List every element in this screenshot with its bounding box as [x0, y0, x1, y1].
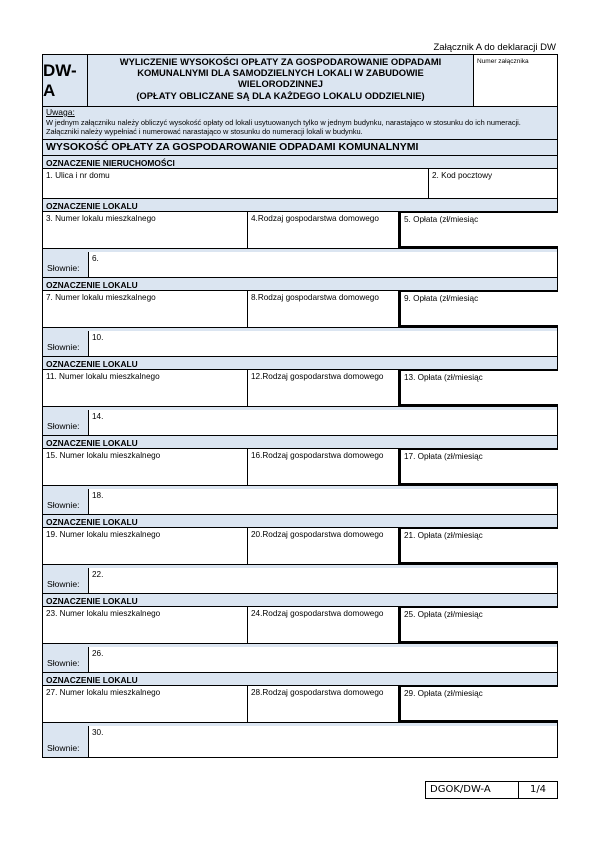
- note-box: [43, 107, 557, 140]
- household-type-label: 4.Rodzaj gospodarstwa domowego: [251, 213, 379, 223]
- form-title-line: WYLICZENIE WYSOKOŚCI OPŁATY ZA GOSPODAROWANIE ODPADAMI: [119, 56, 442, 67]
- fee-label: 9. Opłata (zł/miesiąc: [404, 293, 479, 303]
- lokal-heading: OZNACZENIE LOKALU: [43, 673, 557, 686]
- fee-field[interactable]: [399, 211, 558, 248]
- footer-code: DGOK/DW-A: [426, 782, 519, 798]
- form-title-line: WIELORODZINNEJ: [238, 78, 323, 90]
- fee-field[interactable]: [399, 290, 558, 327]
- household-type-label: 8.Rodzaj gospodarstwa domowego: [251, 292, 379, 302]
- lokal-number-field[interactable]: [43, 686, 248, 722]
- lokal-heading: OZNACZENIE LOKALU: [43, 515, 557, 528]
- lokal-number-field[interactable]: [43, 291, 248, 327]
- household-type-label: 12.Rodzaj gospodarstwa domowego: [251, 371, 384, 381]
- lokal-number-label: 23. Numer lokalu mieszkalnego: [46, 608, 161, 618]
- slownie-number: 26.: [92, 648, 104, 658]
- slownie-label: Słownie:: [47, 420, 80, 431]
- household-type-label: 20.Rodzaj gospodarstwa domowego: [251, 529, 384, 539]
- fee-field[interactable]: [399, 448, 558, 485]
- lokal-number-label: 15. Numer lokalu mieszkalnego: [46, 450, 161, 460]
- note-text: W jednym załączniku należy obliczyć wysokość opłaty od lokali usytuowanych tylko w jednym budynku, narastająco w stosunku do ich numeracji. Załączniki należy wypełniać i numerować narastająco w stosunku do numeracji lokali w budynku.: [46, 117, 521, 136]
- lokal-number-field[interactable]: [43, 212, 248, 248]
- slownie-number: 30.: [92, 727, 104, 737]
- household-type-field[interactable]: [248, 212, 399, 248]
- slownie-row: [43, 644, 557, 673]
- household-type-field[interactable]: [248, 449, 399, 485]
- slownie-field[interactable]: [88, 568, 557, 593]
- lokal-heading: OZNACZENIE LOKALU: [43, 278, 557, 291]
- slownie-number: 18.: [92, 490, 104, 500]
- fee-label: 29. Opłata (zł/miesiąc: [404, 688, 483, 698]
- household-type-label: 28.Rodzaj gospodarstwa domowego: [251, 687, 384, 697]
- slownie-field[interactable]: [88, 726, 557, 757]
- slownie-number: 22.: [92, 569, 104, 579]
- lokal-number-label: 7. Numer lokalu mieszkalnego: [46, 292, 156, 302]
- attachment-label: Załącznik A do deklaracji DW: [433, 42, 556, 53]
- slownie-field[interactable]: [88, 647, 557, 672]
- slownie-label: Słownie:: [47, 578, 80, 589]
- slownie-label: Słownie:: [47, 499, 80, 510]
- lokal-row: [43, 212, 557, 249]
- property-row: [43, 169, 557, 199]
- form-title: [88, 55, 474, 106]
- attachment-number-field[interactable]: [474, 55, 557, 106]
- page-number: 1/4: [529, 784, 547, 795]
- slownie-field[interactable]: [88, 331, 557, 356]
- fee-label: 13. Opłata (zł/miesiąc: [404, 372, 483, 382]
- slownie-label: Słownie:: [47, 262, 80, 273]
- household-type-field[interactable]: [248, 528, 399, 564]
- slownie-row: [43, 565, 557, 594]
- household-type-field[interactable]: [248, 607, 399, 643]
- fee-field[interactable]: [399, 527, 558, 564]
- slownie-row: [43, 249, 557, 278]
- slownie-field[interactable]: [88, 252, 557, 277]
- lokal-row: [43, 607, 557, 644]
- slownie-field[interactable]: [88, 489, 557, 514]
- lokal-number-field[interactable]: [43, 449, 248, 485]
- form-code: DW-A: [43, 55, 88, 106]
- lokal-row: [43, 686, 557, 723]
- note-title: Uwaga:: [46, 107, 75, 117]
- form-title-line: KOMUNALNYMI DLA SAMODZIELNYCH LOKALI W ZABUDOWIE: [137, 67, 424, 79]
- lokal-heading: OZNACZENIE LOKALU: [43, 436, 557, 449]
- lokal-number-field[interactable]: [43, 528, 248, 564]
- lokal-number-field[interactable]: [43, 607, 248, 643]
- street-field[interactable]: [43, 169, 429, 198]
- form: [42, 54, 558, 758]
- slownie-row: [43, 328, 557, 357]
- section-title: WYSOKOŚĆ OPŁATY ZA GOSPODAROWANIE ODPADAMI KOMUNALNYMI: [43, 140, 557, 156]
- slownie-row: [43, 407, 557, 436]
- slownie-label: Słownie:: [47, 341, 80, 352]
- lokal-row: [43, 528, 557, 565]
- slownie-number: 10.: [92, 332, 104, 342]
- slownie-label: Słownie:: [47, 742, 80, 753]
- lokal-heading: OZNACZENIE LOKALU: [43, 357, 557, 370]
- lokal-row: [43, 449, 557, 486]
- household-type-field[interactable]: [248, 686, 399, 722]
- slownie-row: [43, 723, 557, 757]
- household-type-label: 16.Rodzaj gospodarstwa domowego: [251, 450, 384, 460]
- form-title-line: (OPŁATY OBLICZANE SĄ DLA KAŻDEGO LOKALU ODDZIELNIE): [136, 89, 425, 101]
- lokal-number-label: 11. Numer lokalu mieszkalnego: [46, 371, 160, 381]
- postal-code-label: 2. Kod pocztowy: [432, 170, 493, 180]
- household-type-field[interactable]: [248, 370, 399, 406]
- street-label: 1. Ulica i nr domu: [46, 170, 110, 180]
- household-type-field[interactable]: [248, 291, 399, 327]
- lokal-number-field[interactable]: [43, 370, 248, 406]
- fee-label: 25. Opłata (zł/miesiąc: [404, 609, 483, 619]
- lokal-number-label: 19. Numer lokalu mieszkalnego: [46, 529, 161, 539]
- postal-code-field[interactable]: [429, 169, 557, 198]
- household-type-label: 24.Rodzaj gospodarstwa domowego: [251, 608, 384, 618]
- fee-label: 21. Opłata (zł/miesiąc: [404, 530, 483, 540]
- lokal-number-label: 3. Numer lokalu mieszkalnego: [46, 213, 156, 223]
- property-heading: OZNACZENIE NIERUCHOMOŚCI: [43, 156, 557, 169]
- attachment-number-label: Numer załącznika: [477, 58, 529, 65]
- slownie-number: 14.: [92, 411, 104, 421]
- lokale-list: [43, 199, 557, 757]
- lokal-heading: OZNACZENIE LOKALU: [43, 199, 557, 212]
- fee-field[interactable]: [399, 369, 558, 406]
- footer: [425, 781, 558, 799]
- slownie-row: [43, 486, 557, 515]
- fee-field[interactable]: [399, 685, 558, 722]
- lokal-row: [43, 291, 557, 328]
- slownie-field[interactable]: [88, 410, 557, 435]
- lokal-number-label: 27. Numer lokalu mieszkalnego: [46, 687, 161, 697]
- form-header: [43, 55, 557, 107]
- slownie-number: 6.: [92, 253, 99, 263]
- fee-label: 5. Opłata (zł/miesiąc: [404, 214, 479, 224]
- fee-label: 17. Opłata (zł/miesiąc: [404, 451, 483, 461]
- fee-field[interactable]: [399, 606, 558, 643]
- lokal-heading: OZNACZENIE LOKALU: [43, 594, 557, 607]
- slownie-label: Słownie:: [47, 657, 80, 668]
- lokal-row: [43, 370, 557, 407]
